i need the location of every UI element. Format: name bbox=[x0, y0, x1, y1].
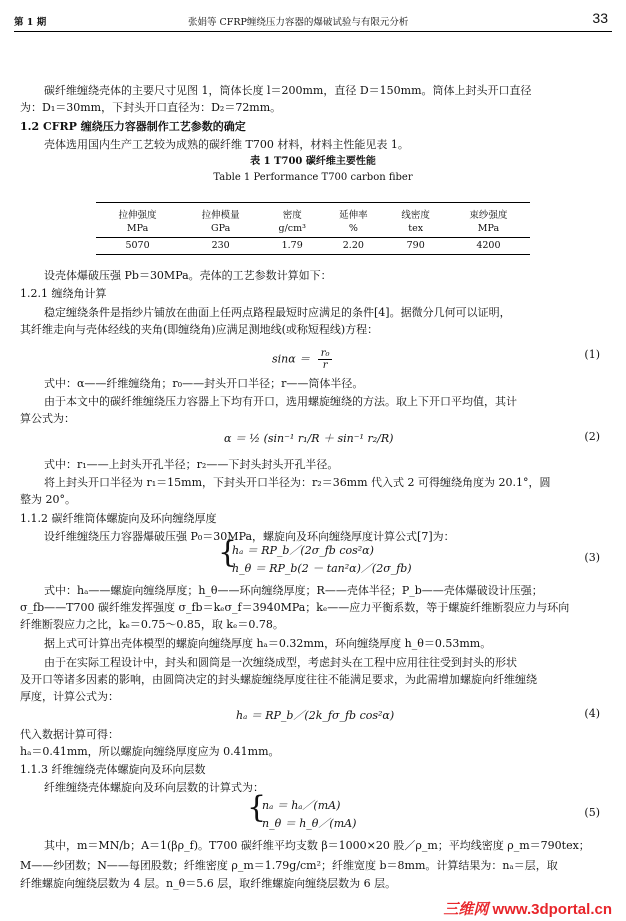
table-title-cn: 表 1 T700 碳纤维主要性能 bbox=[250, 156, 376, 167]
table-header: 密度 bbox=[262, 203, 322, 223]
paragraph-line: 纤维断裂应力之比，kₑ＝0.75～0.85，取 kₑ＝0.78。 bbox=[20, 618, 284, 631]
equation-number: (3) bbox=[584, 551, 600, 564]
section-heading: 1.2.1 缠绕角计算 bbox=[20, 287, 107, 300]
paragraph-line: 整为 20°。 bbox=[20, 493, 76, 506]
paragraph-line: 据上式可计算出壳体模型的螺旋向缠绕厚度 hₐ＝0.32mm，环向缠绕厚度 h_θ＝0.53mm。 bbox=[44, 637, 492, 650]
table-unit: tex bbox=[385, 222, 447, 238]
equation-number: (4) bbox=[584, 707, 600, 720]
eq1-lhs: sinα ＝ bbox=[272, 352, 311, 366]
section-heading: 1.1.3 纤维缠绕壳体螺旋向及环向层数 bbox=[20, 763, 206, 776]
equation-2: α ＝ ½ (sin⁻¹ r₁/R ＋ sin⁻¹ r₂/R) bbox=[224, 432, 394, 445]
table-header: 拉伸强度 bbox=[96, 203, 179, 223]
table-cell: 1.79 bbox=[262, 238, 322, 255]
equation-4: hₐ ＝ RP_b／(2k_fσ_fb cos²α) bbox=[236, 709, 395, 722]
paragraph-line: 算公式为： bbox=[20, 412, 75, 425]
paragraph-line: 壳体选用国内生产工艺较为成熟的碳纤维 T700 材料，材料主性能见表 1。 bbox=[44, 138, 409, 151]
brace-glyph: { bbox=[247, 790, 267, 825]
paragraph-line: 将上封头开口半径为 r₁＝15mm，下封头开口半径为：r₂＝36mm 代入式 2 可得缠绕角度为 20.1°，圆 bbox=[44, 476, 551, 489]
paragraph-line: M——纱团数；N——每团股数；纤维密度 ρ_m＝1.79g/cm²；纤维宽度 b＝8mm。计算结果为：nₐ＝层，取 bbox=[20, 859, 558, 872]
paragraph-line: 式中：α——纤维缠绕角；r₀——封头开口半径；r——筒体半径。 bbox=[44, 377, 364, 390]
section-heading: 1.1.2 碳纤维筒体螺旋向及环向缠绕厚度 bbox=[20, 512, 217, 525]
equation-3-line-1: hₐ ＝ RP_b／(2σ_fb cos²α) bbox=[232, 544, 374, 557]
paragraph-line: 为：D₁＝30mm，下封头开口直径为：D₂＝72mm。 bbox=[20, 101, 282, 114]
paragraph-line: 厚度，计算公式为： bbox=[20, 690, 119, 703]
table-unit: MPa bbox=[96, 222, 179, 238]
table-unit: GPa bbox=[179, 222, 262, 238]
paragraph-line: 及开口等诸多因素的影响，由圆筒决定的封头螺旋缠绕厚度往往不能满足要求，为此需增加螺旋向纤维缠绕 bbox=[20, 673, 537, 686]
running-title: 张娟等 CFRP缠绕压力容器的爆破试验与有限元分析 bbox=[188, 17, 409, 28]
header-rule bbox=[14, 31, 612, 32]
equation-1 bbox=[272, 348, 332, 371]
paragraph-line: 设纤维缠绕压力容器爆破压强 P₀＝30MPa，螺旋向及环向缠绕厚度计算公式[7]为： bbox=[44, 530, 455, 543]
paragraph-line: 代入数据计算可得： bbox=[20, 728, 119, 741]
table-header: 线密度 bbox=[385, 203, 447, 223]
paragraph-line: 由于在实际工程设计中，封头和圆筒是一次缠绕成型，考虑封头在工程中应用往往受到封头的形状 bbox=[44, 656, 517, 669]
paragraph-line: 其纤维走向与壳体经线的夹角(即缠绕角)应满足测地线(或称短程线)方程： bbox=[20, 323, 379, 336]
table-header: 拉伸模量 bbox=[179, 203, 262, 223]
paragraph-line: σ_fb——T700 碳纤维发挥强度 σ_fb＝kₑσ_f＝3940MPa；kₑ——应力平衡系数，等于螺旋纤维断裂应力与环向 bbox=[20, 601, 570, 614]
table-cell: 230 bbox=[179, 238, 262, 255]
table-title-en: Table 1 Performance T700 carbon fiber bbox=[213, 172, 413, 183]
paragraph-line: 碳纤维缠绕壳体的主要尺寸见图 1，筒体长度 l＝200mm，直径 D＝150mm。筒体上封头开口直径 bbox=[44, 84, 532, 97]
paragraph-line: 式中：r₁——上封头开孔半径；r₂——下封头封头开孔半径。 bbox=[44, 458, 339, 471]
watermark bbox=[443, 898, 612, 919]
equation-5-line-1: nₐ ＝ hₐ／(mA) bbox=[262, 799, 341, 812]
eq1-denominator: r bbox=[322, 360, 328, 371]
section-heading: 1.2 CFRP 缠绕压力容器制作工艺参数的确定 bbox=[20, 120, 246, 133]
equation-number: (5) bbox=[584, 806, 600, 819]
paragraph-line: 其中，m＝MN/b；A＝1(βρ_f)。T700 碳纤维平均支数 β＝1000×20 股／ρ_m；平均线密度 ρ_m＝790tex； bbox=[44, 839, 590, 852]
brace-glyph: { bbox=[218, 535, 238, 570]
properties-table bbox=[96, 202, 530, 255]
table-cell: 5070 bbox=[96, 238, 179, 255]
table-header: 延伸率 bbox=[322, 203, 384, 223]
table-unit: g/cm³ bbox=[262, 222, 322, 238]
equation-5-line-2: n_θ ＝ h_θ／(mA) bbox=[262, 817, 357, 830]
paragraph-line: 由于本文中的碳纤维缠绕压力容器上下均有开口，选用螺旋缠绕的方法。取上下开口平均值，其计 bbox=[44, 395, 517, 408]
paragraph-line: 纤维螺旋向缠绕层数为 4 层。n_θ＝5.6 层，取纤维螺旋向缠绕层数为 6 层。 bbox=[20, 877, 397, 890]
table-cell: 4200 bbox=[447, 238, 530, 255]
table-cell: 2.20 bbox=[322, 238, 384, 255]
table-cell: 790 bbox=[385, 238, 447, 255]
table-unit: % bbox=[322, 222, 384, 238]
watermark-cn: 三维网 bbox=[443, 901, 489, 918]
paragraph-line: 稳定缠绕条件是指纱片铺放在曲面上任两点路程最短时应满足的条件[4]。据微分几何可以证明， bbox=[44, 306, 511, 319]
watermark-url: www.3dportal.cn bbox=[492, 901, 612, 918]
paragraph-line: 纤维缠绕壳体螺旋向及环向层数的计算式为： bbox=[44, 781, 264, 794]
issue-label: 第 1 期 bbox=[14, 17, 47, 28]
paragraph-line: 设壳体爆破压强 Pb＝30MPa。壳体的工艺参数计算如下： bbox=[44, 269, 332, 282]
equation-number: (1) bbox=[584, 348, 600, 361]
table-unit: MPa bbox=[447, 222, 530, 238]
table-header: 束纱强度 bbox=[447, 203, 530, 223]
page-number: 33 bbox=[592, 10, 608, 26]
equation-3-line-2: h_θ ＝ RP_b(2 － tan²α)／(2σ_fb) bbox=[232, 562, 412, 575]
paragraph-line: hₐ＝0.41mm，所以螺旋向缠绕厚度应为 0.41mm。 bbox=[20, 745, 280, 758]
paragraph-line: 式中：hₐ——螺旋向缠绕厚度；h_θ——环向缠绕厚度；R——壳体半径；P_b——壳体爆破设计压强； bbox=[44, 584, 543, 597]
equation-number: (2) bbox=[584, 430, 600, 443]
eq1-numerator: r₀ bbox=[318, 348, 333, 360]
page-header bbox=[14, 10, 612, 32]
